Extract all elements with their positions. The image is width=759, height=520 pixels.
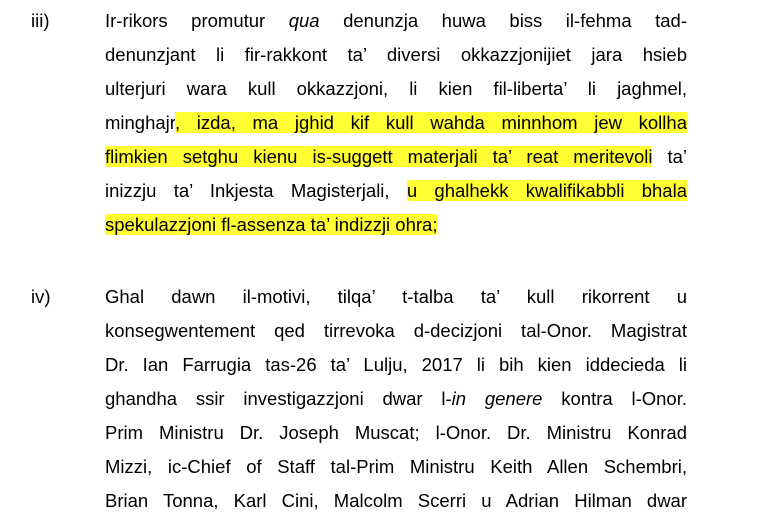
highlighted-text-segment: spekulazzjoni fl-assenza ta’ indizzji ohra; bbox=[105, 214, 438, 235]
text-segment: kontra l-Onor. bbox=[542, 388, 687, 409]
text-segment: Ir-rikors promutur bbox=[105, 10, 289, 31]
text-segment: Ghal dawn il-motivi, tilqa’ t-talba ta’ kull rikorrent u bbox=[105, 286, 687, 307]
italic-text-segment: in genere bbox=[451, 388, 543, 409]
text-segment: Brian Tonna, Karl Cini, Malcolm Scerri u Adrian Hilman dwar bbox=[105, 490, 687, 511]
paragraph-line bbox=[105, 484, 687, 518]
text-segment: inizzju ta’ Inkjesta Magisterjali, bbox=[105, 180, 407, 201]
text-segment: Prim Ministru Dr. Joseph Muscat; l-Onor. Dr. Ministru Konrad bbox=[105, 422, 687, 443]
paragraph-line bbox=[105, 4, 687, 38]
text-segment: denunzja huwa biss il-fehma tad- bbox=[319, 10, 687, 31]
paragraph-line bbox=[105, 416, 687, 450]
paragraph-line bbox=[105, 348, 687, 382]
text-segment: minghajr bbox=[105, 112, 175, 133]
text-segment: ta’ bbox=[652, 146, 687, 167]
list-numeral: iv) bbox=[31, 286, 51, 307]
text-segment: denunzjant li fir-rakkont ta’ diversi okkazzjonijiet jara hsieb bbox=[105, 44, 687, 65]
paragraph-line bbox=[105, 174, 687, 208]
italic-text-segment: qua bbox=[288, 10, 320, 31]
highlighted-text-segment: u ghalhekk kwalifikabbli bhala bbox=[406, 180, 687, 201]
paragraph-line bbox=[105, 450, 687, 484]
paragraph-line bbox=[105, 140, 687, 174]
highlighted-text-segment: flimkien setghu kienu is-suggett materjali ta’ reat meritevoli bbox=[105, 146, 653, 167]
paragraph-line bbox=[105, 38, 687, 72]
text-segment: ulterjuri wara kull okkazzjoni, li kien fil-liberta’ li jaghmel, bbox=[105, 78, 687, 99]
paragraph-line bbox=[105, 314, 687, 348]
text-segment: Mizzi, ic-Chief of Staff tal-Prim Ministru Keith Allen Schembri, bbox=[105, 456, 687, 477]
text-segment: konsegwentement qed tirrevoka d-decizjoni tal-Onor. Magistrat bbox=[105, 320, 687, 341]
text-segment: Dr. Ian Farrugia tas-26 ta’ Lulju, 2017 li bih kien iddecieda li bbox=[105, 354, 687, 375]
paragraph-line bbox=[105, 280, 687, 314]
paragraph-line bbox=[105, 382, 687, 416]
paragraph-line bbox=[105, 72, 687, 106]
paragraph-line bbox=[105, 208, 687, 242]
list-numeral: iii) bbox=[31, 10, 50, 31]
highlighted-text-segment: , izda, ma jghid kif kull wahda minnhom jew kollha bbox=[174, 112, 687, 133]
text-segment: ghandha ssir investigazzjoni dwar l- bbox=[105, 388, 452, 409]
paragraph-line bbox=[105, 106, 687, 140]
